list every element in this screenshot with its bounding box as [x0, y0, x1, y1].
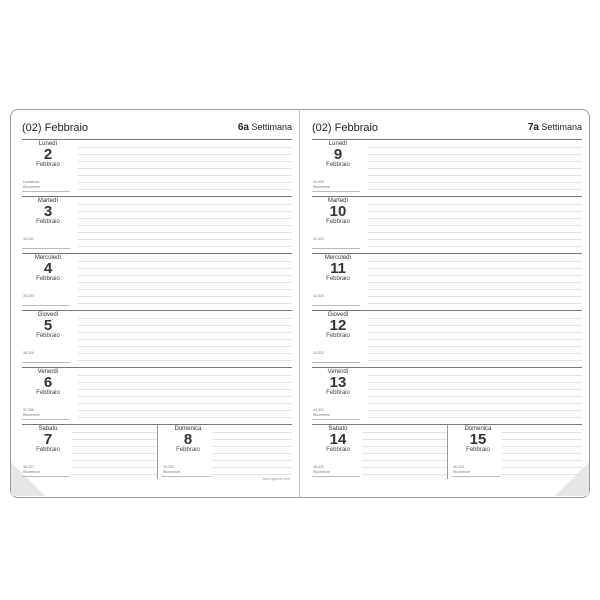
day-name: Giovedì [327, 312, 349, 318]
day-meta: 35-330 [23, 294, 34, 298]
writing-line [78, 410, 292, 411]
writing-line [72, 474, 157, 475]
day-name: Domenica [464, 426, 492, 432]
week-word: Settimana [251, 122, 292, 132]
writing-line [78, 168, 292, 169]
day-info [22, 254, 74, 311]
day-number: 5 [43, 317, 53, 334]
writing-line [78, 353, 292, 354]
day-name: Lunedì [328, 141, 348, 147]
info-rule [22, 476, 70, 477]
writing-line [368, 325, 582, 326]
day-number: 8 [183, 431, 193, 448]
writing-line [78, 318, 292, 319]
day-name: Domenica [174, 426, 202, 432]
writing-line [72, 460, 157, 461]
writing-line [212, 467, 292, 468]
writing-line [78, 182, 292, 183]
planner-spine [299, 109, 300, 498]
writing-line [368, 168, 582, 169]
writing-line [362, 474, 447, 475]
writing-line [362, 432, 447, 433]
day-block-saturday[interactable] [312, 425, 447, 482]
info-rule [22, 248, 70, 249]
day-info [312, 311, 364, 368]
writing-line [212, 432, 292, 433]
writing-line [368, 346, 582, 347]
week-word: Settimana [541, 122, 582, 132]
day-name: Martedì [37, 198, 59, 204]
writing-line [78, 346, 292, 347]
week-label [238, 122, 292, 133]
day-sub: Ricorrenze [453, 470, 470, 474]
day-block-sunday[interactable] [162, 425, 292, 482]
day-info [22, 311, 74, 368]
writing-line [78, 403, 292, 404]
writing-line [78, 303, 292, 304]
day-block-friday[interactable] [312, 368, 582, 425]
writing-line [368, 339, 582, 340]
writing-line [212, 460, 292, 461]
writing-line [78, 154, 292, 155]
day-name: Mercoledì [324, 255, 352, 261]
writing-line [502, 474, 582, 475]
info-rule [452, 476, 500, 477]
day-name: Venerdì [37, 369, 59, 375]
day-number: 12 [329, 317, 347, 334]
info-rule [22, 191, 70, 192]
writing-line [368, 225, 582, 226]
day-month: Febbraio [36, 219, 60, 225]
day-block-saturday[interactable] [22, 425, 157, 482]
writing-line [78, 339, 292, 340]
writing-line [72, 446, 157, 447]
writing-line [78, 268, 292, 269]
writing-line [362, 460, 447, 461]
day-month: Febbraio [466, 447, 490, 453]
writing-line [368, 410, 582, 411]
writing-line [72, 439, 157, 440]
day-info [312, 197, 364, 254]
day-meta: 45-320 [313, 465, 324, 469]
weekend-divider [447, 425, 448, 479]
info-rule [22, 362, 70, 363]
day-meta: 43-322 [313, 351, 324, 355]
writing-line [212, 439, 292, 440]
writing-line [502, 439, 582, 440]
day-meta: 34-331 [23, 237, 34, 241]
writing-line [368, 403, 582, 404]
writing-line [212, 453, 292, 454]
day-sub: Ricorrenze [23, 413, 40, 417]
day-meta: 36-329 [23, 351, 34, 355]
writing-line [368, 375, 582, 376]
info-rule [312, 362, 360, 363]
day-number: 11 [330, 260, 346, 277]
day-month: Febbraio [36, 333, 60, 339]
writing-line [368, 161, 582, 162]
day-sub: Ricorrenze [23, 185, 40, 189]
day-month: Febbraio [36, 390, 60, 396]
day-meta: 40-325 [313, 180, 324, 184]
day-month: Febbraio [326, 447, 350, 453]
day-meta: 44-321 [313, 408, 324, 412]
writing-line [78, 296, 292, 297]
writing-line [78, 375, 292, 376]
writing-line [502, 432, 582, 433]
writing-line [78, 218, 292, 219]
writing-line [78, 332, 292, 333]
writing-line [78, 382, 292, 383]
page-header [22, 122, 292, 138]
writing-line [368, 318, 582, 319]
day-month: Febbraio [36, 276, 60, 282]
writing-line [368, 189, 582, 190]
day-block-wednesday[interactable] [22, 254, 292, 311]
writing-line [362, 446, 447, 447]
writing-line [368, 417, 582, 418]
day-month: Febbraio [326, 390, 350, 396]
day-block-tuesday[interactable] [22, 197, 292, 254]
day-block-tuesday[interactable] [312, 197, 582, 254]
writing-line [212, 446, 292, 447]
day-info [312, 254, 364, 311]
info-rule [22, 419, 70, 420]
writing-line [362, 453, 447, 454]
day-meta: 38-327 [23, 465, 34, 469]
day-number: 15 [469, 431, 487, 448]
writing-line [502, 467, 582, 468]
writing-line [368, 218, 582, 219]
info-rule [22, 305, 70, 306]
day-meta: 39-326 [163, 465, 174, 469]
writing-line [368, 232, 582, 233]
writing-line [78, 161, 292, 162]
writing-line [78, 275, 292, 276]
day-month: Febbraio [176, 447, 200, 453]
day-name: Giovedì [37, 312, 59, 318]
writing-line [368, 396, 582, 397]
day-block-wednesday[interactable] [312, 254, 582, 311]
info-rule [312, 419, 360, 420]
day-block-thursday[interactable] [22, 311, 292, 368]
writing-line [368, 282, 582, 283]
day-name: Venerdì [327, 369, 349, 375]
day-number: 9 [333, 146, 343, 163]
writing-line [502, 453, 582, 454]
day-meta: 37-328 [23, 408, 34, 412]
writing-line [78, 396, 292, 397]
day-month: Febbraio [36, 447, 60, 453]
info-rule [312, 191, 360, 192]
writing-line [78, 246, 292, 247]
day-sub: Ricorrenze [163, 470, 180, 474]
writing-line [78, 147, 292, 148]
day-month: Febbraio [326, 276, 350, 282]
left-page [22, 122, 292, 482]
writing-line [78, 360, 292, 361]
writing-line [502, 460, 582, 461]
writing-line [78, 389, 292, 390]
day-meta: Candelora [23, 180, 40, 184]
info-rule [312, 305, 360, 306]
day-number: 4 [43, 260, 53, 277]
day-sub: Ricorrenze [313, 470, 330, 474]
footer-website: www.agendé.com [262, 477, 290, 481]
writing-line [78, 282, 292, 283]
week-number: 7a [527, 122, 539, 133]
writing-line [362, 467, 447, 468]
day-month: Febbraio [326, 333, 350, 339]
day-name: Mercoledì [34, 255, 62, 261]
day-number: 2 [43, 146, 53, 163]
info-rule [312, 476, 360, 477]
page-title: (02) Febbraio [312, 122, 379, 134]
writing-line [78, 325, 292, 326]
day-info [22, 197, 74, 254]
writing-line [368, 303, 582, 304]
writing-line [368, 182, 582, 183]
writing-line [78, 289, 292, 290]
writing-line [78, 417, 292, 418]
day-block-friday[interactable] [22, 368, 292, 425]
day-sub: Ricorrenze [23, 470, 40, 474]
writing-line [78, 232, 292, 233]
day-block-thursday[interactable] [312, 311, 582, 368]
writing-line [368, 382, 582, 383]
writing-line [368, 211, 582, 212]
day-name: Sabato [328, 426, 348, 432]
day-number: 3 [43, 203, 53, 220]
writing-line [78, 225, 292, 226]
day-block-sunday[interactable] [452, 425, 582, 482]
day-number: 7 [43, 431, 53, 448]
day-name: Sabato [38, 426, 58, 432]
writing-line [368, 147, 582, 148]
weekend-divider [157, 425, 158, 479]
day-month: Febbraio [326, 162, 350, 168]
writing-line [368, 296, 582, 297]
info-rule [162, 476, 210, 477]
day-number: 10 [329, 203, 347, 220]
day-meta: 46-319 [453, 465, 464, 469]
writing-line [368, 261, 582, 262]
writing-line [368, 332, 582, 333]
day-number: 13 [329, 374, 347, 391]
writing-line [362, 439, 447, 440]
day-month: Febbraio [326, 219, 350, 225]
writing-line [368, 175, 582, 176]
day-month: Febbraio [36, 162, 60, 168]
writing-line [368, 353, 582, 354]
writing-line [78, 211, 292, 212]
writing-line [368, 246, 582, 247]
page-title: (02) Febbraio [22, 122, 89, 134]
page-header [312, 122, 582, 138]
writing-line [368, 154, 582, 155]
day-name: Martedì [327, 198, 349, 204]
writing-line [368, 360, 582, 361]
week-number: 6a [237, 122, 249, 133]
writing-line [368, 268, 582, 269]
writing-line [72, 467, 157, 468]
right-page [312, 122, 582, 482]
day-number: 6 [43, 374, 53, 391]
writing-line [368, 389, 582, 390]
writing-line [72, 453, 157, 454]
day-sub: Ricorrenze [313, 185, 330, 189]
writing-line [78, 204, 292, 205]
writing-line [212, 474, 292, 475]
day-block-monday[interactable] [312, 140, 582, 197]
writing-line [368, 275, 582, 276]
day-block-monday[interactable] [22, 140, 292, 197]
writing-line [368, 239, 582, 240]
week-label [528, 122, 582, 133]
writing-line [368, 204, 582, 205]
day-name: Lunedì [38, 141, 58, 147]
day-number: 14 [329, 431, 347, 448]
writing-line [78, 189, 292, 190]
info-rule [312, 248, 360, 249]
writing-line [72, 432, 157, 433]
day-meta: 42-323 [313, 294, 324, 298]
writing-line [78, 239, 292, 240]
writing-line [78, 175, 292, 176]
day-meta: 41-324 [313, 237, 324, 241]
writing-line [78, 261, 292, 262]
writing-line [368, 289, 582, 290]
writing-line [502, 446, 582, 447]
day-sub: Ricorrenze [313, 413, 330, 417]
